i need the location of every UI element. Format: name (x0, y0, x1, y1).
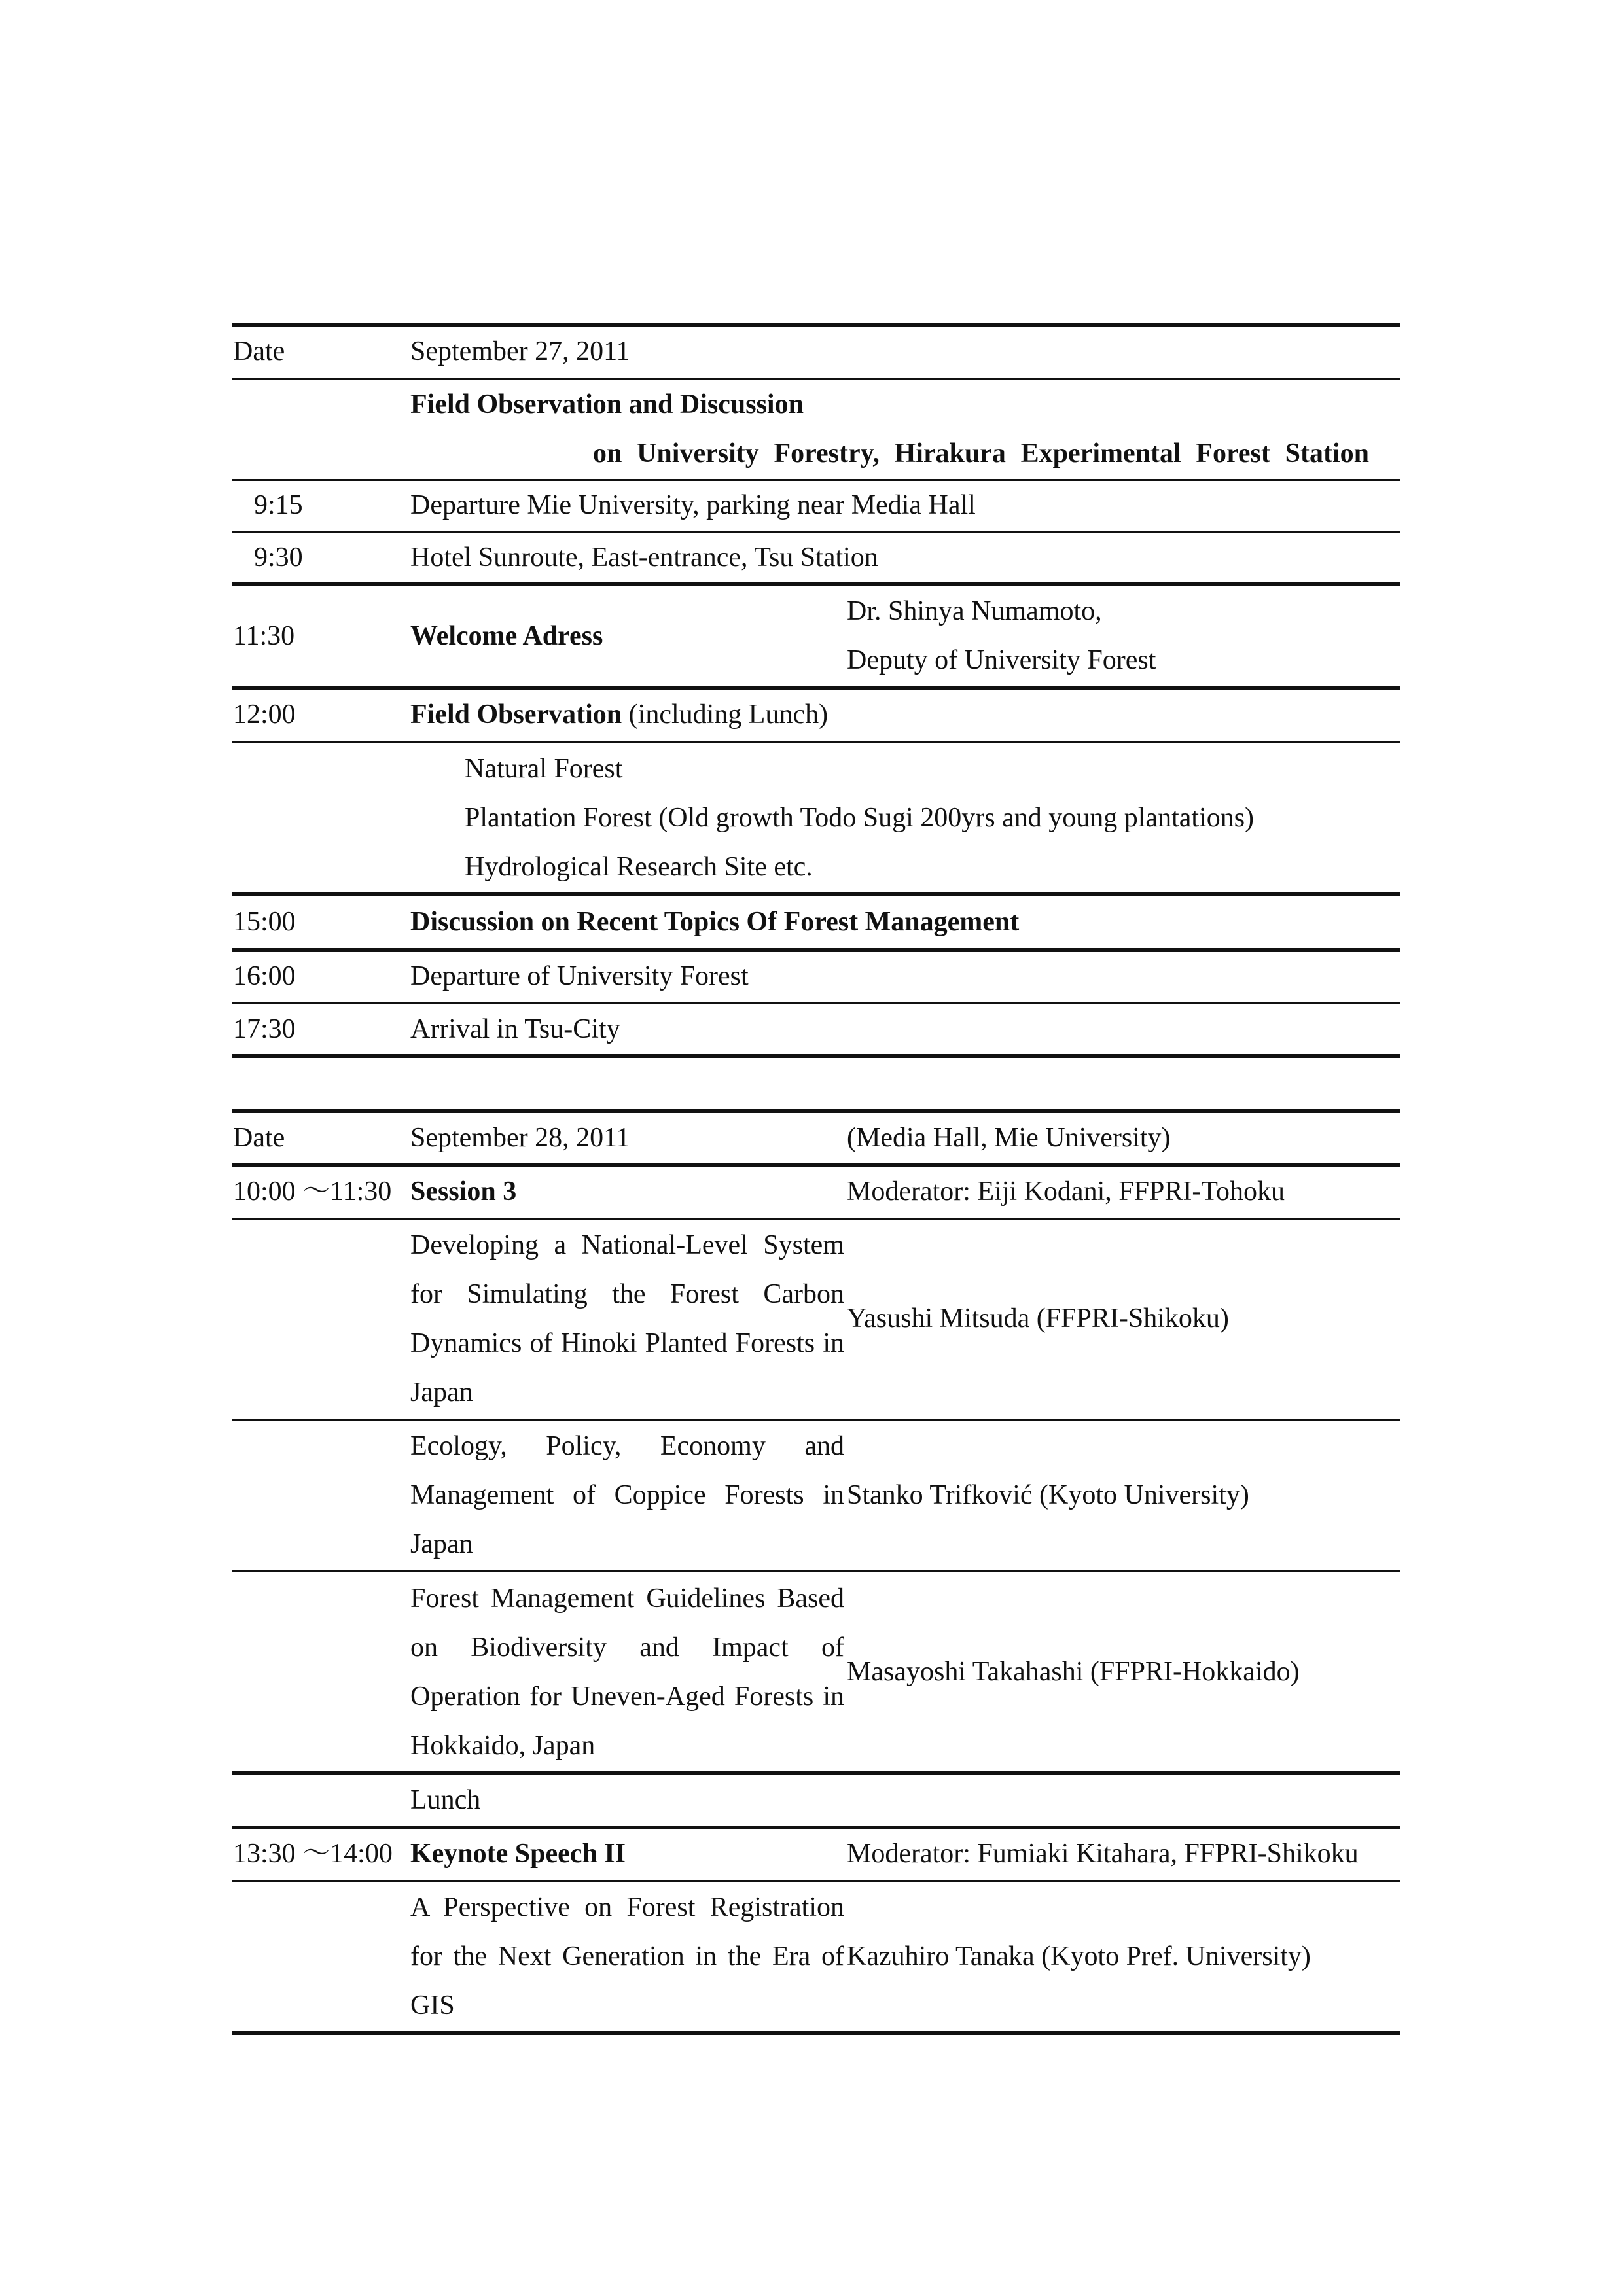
speaker: Masayoshi Takahashi (FFPRI-Hokkaido) (847, 1657, 1300, 1687)
time: 11:30 (233, 620, 295, 651)
keynote-title: Keynote Speech II (410, 1839, 626, 1869)
talk-title-line: Forest Management Guidelines Based (410, 1583, 844, 1614)
site-item: Natural Forest (465, 753, 623, 784)
talk-title (410, 1218, 844, 1419)
talk-title-line: A Perspective on Forest Registration (410, 1892, 844, 1922)
activity-title: Welcome Adress (410, 620, 603, 651)
talk-title-line: Ecology, Policy, Economy and (410, 1430, 844, 1461)
talk-title-line: Japan (410, 1377, 473, 1407)
site-item: Hydrological Research Site etc. (465, 851, 813, 882)
divider (232, 2031, 1400, 2035)
event-title-line2: on University Forestry, Hirakura Experimental Forest Station (593, 438, 1369, 468)
talk-title-line: Hokkaido, Japan (410, 1730, 596, 1761)
schedule-row (232, 950, 1400, 1003)
date-label: Date (233, 336, 285, 366)
talk-title-line: Developing a National-Level System (410, 1229, 844, 1260)
time: 12:00 (233, 699, 296, 730)
sites-row (232, 742, 1400, 894)
moderator: Moderator: Fumiaki Kitahara, FFPRI-Shikoku (847, 1839, 1359, 1869)
moderator: Moderator: Eiji Kodani, FFPRI-Tohoku (847, 1176, 1285, 1207)
day1-date-row (232, 325, 1400, 379)
time: 15:00 (233, 906, 296, 937)
time: 16:00 (233, 961, 296, 991)
time: 10:00 ～11:30 (233, 1176, 392, 1207)
schedule-row (232, 1003, 1400, 1056)
session-header-row (232, 1165, 1400, 1218)
talk-title (410, 1571, 844, 1773)
session-title: Session 3 (410, 1176, 517, 1207)
day1-title-row (232, 379, 1400, 480)
day2-date-row (232, 1111, 1400, 1165)
talk-title (410, 1881, 844, 2033)
activity-note: (including Lunch) (628, 699, 829, 730)
lunch-row (232, 1773, 1400, 1828)
activity-title: Discussion on Recent Topics Of Forest Management (410, 906, 1020, 937)
talk-title-line: GIS (410, 1990, 455, 2021)
event-title-line1: Field Observation and Discussion (410, 389, 804, 419)
activity-title: Field Observation (410, 699, 622, 730)
time: 9:30 (254, 542, 303, 573)
schedule-row (232, 584, 1400, 688)
talk-row (232, 1218, 1400, 1419)
speaker: Kazuhiro Tanaka (Kyoto Pref. University) (847, 1941, 1311, 1971)
activity: Hotel Sunroute, East-entrance, Tsu Station (410, 542, 878, 573)
talk-row (232, 1419, 1400, 1571)
date-value: September 27, 2011 (410, 336, 630, 366)
date-label: Date (233, 1123, 285, 1153)
time: 9:15 (254, 490, 303, 520)
schedule-row (232, 480, 1400, 531)
schedule-row (232, 688, 1400, 742)
talk-title-line: for Simulating the Forest Carbon (410, 1279, 844, 1309)
talk-title-line: for the Next Generation in the Era of (410, 1941, 844, 1971)
talk-row (232, 1881, 1400, 2033)
activity: Departure of University Forest (410, 961, 749, 991)
schedule-row (232, 894, 1400, 950)
keynote-header-row (232, 1828, 1400, 1881)
time: 13:30 ～14:00 (233, 1839, 393, 1869)
schedule-row (232, 531, 1400, 584)
activity: Arrival in Tsu-City (410, 1014, 620, 1044)
activity: Departure Mie University, parking near Media Hall (410, 490, 976, 520)
speaker: Stanko Trifković (Kyoto University) (847, 1479, 1249, 1510)
lunch-label: Lunch (410, 1785, 481, 1815)
speaker-line: Deputy of University Forest (847, 645, 1156, 675)
talk-row (232, 1571, 1400, 1773)
talk-title-line: Dynamics of Hinoki Planted Forests in (410, 1328, 844, 1358)
venue: (Media Hall, Mie University) (847, 1123, 1171, 1153)
speaker: Yasushi Mitsuda (FFPRI-Shikoku) (847, 1303, 1229, 1333)
talk-title-line: Operation for Uneven-Aged Forests in (410, 1681, 844, 1712)
site-item: Plantation Forest (Old growth Todo Sugi 200yrs and young plantations) (465, 802, 1255, 833)
speaker-line: Dr. Shinya Numamoto, (847, 596, 1102, 626)
divider (232, 1054, 1400, 1058)
talk-title-line: on Biodiversity and Impact of (410, 1632, 844, 1663)
time: 17:30 (233, 1014, 296, 1044)
date-value: September 28, 2011 (410, 1123, 630, 1153)
talk-title-line: Japan (410, 1528, 473, 1559)
talk-title-line: Management of Coppice Forests in (410, 1479, 844, 1510)
talk-title (410, 1419, 844, 1571)
